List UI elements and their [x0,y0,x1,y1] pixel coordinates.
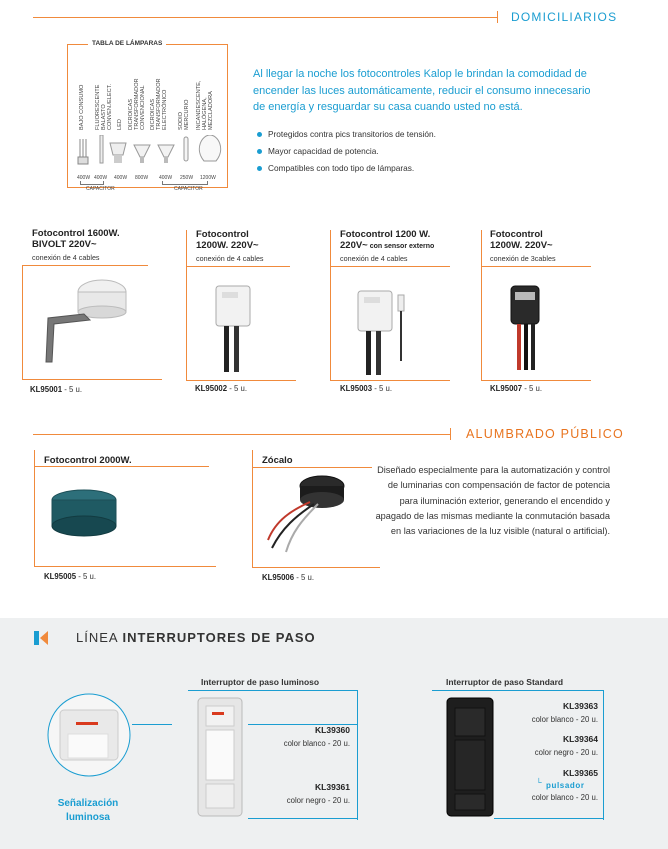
lamp-watt: 400W [159,175,173,181]
feature-item: Compatibles con todo tipo de lámparas. [257,160,436,177]
product-subtitle: conexión de 3cables [490,254,556,263]
feature-list [257,126,436,177]
section-divider [33,17,498,18]
lamp-table-title: TABLA DE LÁMPARAS [88,40,166,47]
product-box-line [252,467,372,468]
luminoso-switch-image [196,696,244,818]
zocalo-image [262,470,362,560]
lamp-icons [74,135,224,171]
connector-line [603,690,604,820]
product-title: Fotocontrol 2000W. [44,455,132,466]
lamp-label: INCANDESCENTE, HALÓGENA, MEZCLADORA [196,80,214,130]
capacitor-bracket [80,181,104,185]
product-box-line [22,265,23,379]
section-tick [497,11,498,23]
standard-header: Interruptor de paso Standard [446,677,564,687]
fotocontrol-2000-image [44,488,124,544]
interruptores-title: LÍNEA INTERRUPTORES DE PASO [76,630,316,645]
connector-line [432,690,604,691]
product-code: KL95003 - 5 u. [340,384,393,393]
product-box-line [34,566,216,567]
lamp-label: DICROICAS TRANSFORMADOR ELECTRÓNICO [150,78,168,130]
tube-bulb-icon [100,135,103,163]
sodium-bulb-icon [184,137,188,161]
fotocontrol-3cables-image [505,282,555,376]
fotocontrol-1600-image [40,278,150,368]
product-code: KL95002 - 5 u. [195,384,248,393]
signal-caption: Señalización luminosa [57,798,119,823]
product-box-line [330,380,450,381]
product-box-line [481,230,482,380]
lamp-watt: 400W [77,175,91,181]
product-title: Fotocontrol 1600W. BIVOLT 220V~ [32,228,120,250]
luminoso-header: Interruptor de paso luminoso [201,677,320,687]
cfl-bulb-icon [78,139,88,164]
product-title: Fotocontrol 1200W. 220V~ [196,229,259,251]
intro-text: Al llegar la noche los fotocontroles Kalop le brindan la comodidad de encender las luces automáticamente, reducir el consumo innecesario de energía y resguardar su casa cuando usted no está. [253,68,591,113]
connector-line [357,690,358,820]
dichroic-bulb-icon [134,145,150,163]
product-box-line [34,450,35,566]
product-subtitle: conexión de 4 cables [32,253,100,262]
feature-item: Mayor capacidad de potencia. [257,143,436,160]
lamp-watt: 400W [94,175,108,181]
pulsador-label: pulsador [546,781,585,790]
section-title-alumbrado: ALUMBRADO PÚBLICO [466,427,624,441]
product-code: KL95001 - 5 u. [30,385,83,394]
signal-detail-icon [46,692,132,778]
fotocontrol-sensor-image [350,285,420,377]
switch-color: color negro - 20 u. [286,796,350,805]
switch-color: color blanco - 20 u. [531,793,598,802]
product-title: Zócalo [262,455,293,466]
capacitor-bracket [162,181,208,185]
switch-code: KL39363 [563,701,598,711]
lamp-label: DICROICAS TRANSFORMADOR CONVENCIONAL [128,78,146,130]
product-box-line [22,379,162,380]
connector-line [494,818,604,819]
product-box-line [330,230,331,380]
product-box-line [481,380,591,381]
switch-code: KL39364 [563,734,598,744]
lamp-label: SODIO MERCURIO [178,99,190,130]
switch-code: KL39361 [315,782,350,792]
dichroic-bulb-icon [158,145,174,163]
feature-item: Protegidos contra pics transitorios de tensión. [257,126,436,143]
product-box-line [330,266,450,267]
product-box-line [481,266,591,267]
product-box-line [252,450,253,567]
lamp-label: BAJO CONSUMO [79,84,85,130]
switch-color: color blanco - 20 u. [283,739,350,748]
led-bulb-icon [110,143,126,163]
lamp-label: LED [117,119,123,130]
connector-line [248,818,358,819]
connector-line [188,690,358,691]
fotocontrol-1200-image [210,280,270,375]
product-box-line [186,230,187,380]
connector-line [132,724,172,725]
product-box-line [186,266,290,267]
kalop-logo-icon [34,631,48,645]
switch-color: color negro - 20 u. [534,748,598,757]
section-tick [450,428,451,440]
standard-switch-image [445,696,495,818]
product-code: KL95006 - 5 u. [262,573,315,582]
product-box-line [186,380,296,381]
switch-code: KL39365 [563,768,598,778]
lamp-watt: 250W [180,175,194,181]
section-title-domiciliarios: DOMICILIARIOS [511,10,618,24]
capacitor-label: CAPACITOR [86,186,115,192]
capacitor-label: CAPACITOR [174,186,203,192]
section-divider [33,434,451,435]
pulsador-marker-icon: └ [536,778,542,787]
product-code: KL95005 - 5 u. [44,572,97,581]
lamp-label: FLUORESCENTE BALASTO CONVEN./ELECT. [95,83,113,130]
product-subtitle: conexión de 4 cables [340,254,408,263]
product-title: Fotocontrol 1200W. 220V~ [490,229,553,251]
incandescent-bulb-icon [199,135,220,161]
product-title: Fotocontrol 1200 W. 220V~ con sensor externo [340,229,435,251]
product-box-line [252,567,380,568]
product-box-line [22,265,148,266]
switch-code: KL39360 [315,725,350,735]
product-code: KL95007 - 5 u. [490,384,543,393]
switch-color: color blanco - 20 u. [531,715,598,724]
lamp-watt: 1200W [200,175,216,181]
alumbrado-description: Diseñado especialmente para la automatización y control de luminarias con compensación de factor de potencia para iluminación exterior, generando el encendido y apagado de las mismas mediante la conmutación basada en las variaciones de la luz visible (natural o artificial). [375,465,610,537]
lamp-watt: 400W [114,175,128,181]
product-box-line [34,466,209,467]
product-subtitle: conexión de 4 cables [196,254,264,263]
lamp-watt: 800W [135,175,149,181]
